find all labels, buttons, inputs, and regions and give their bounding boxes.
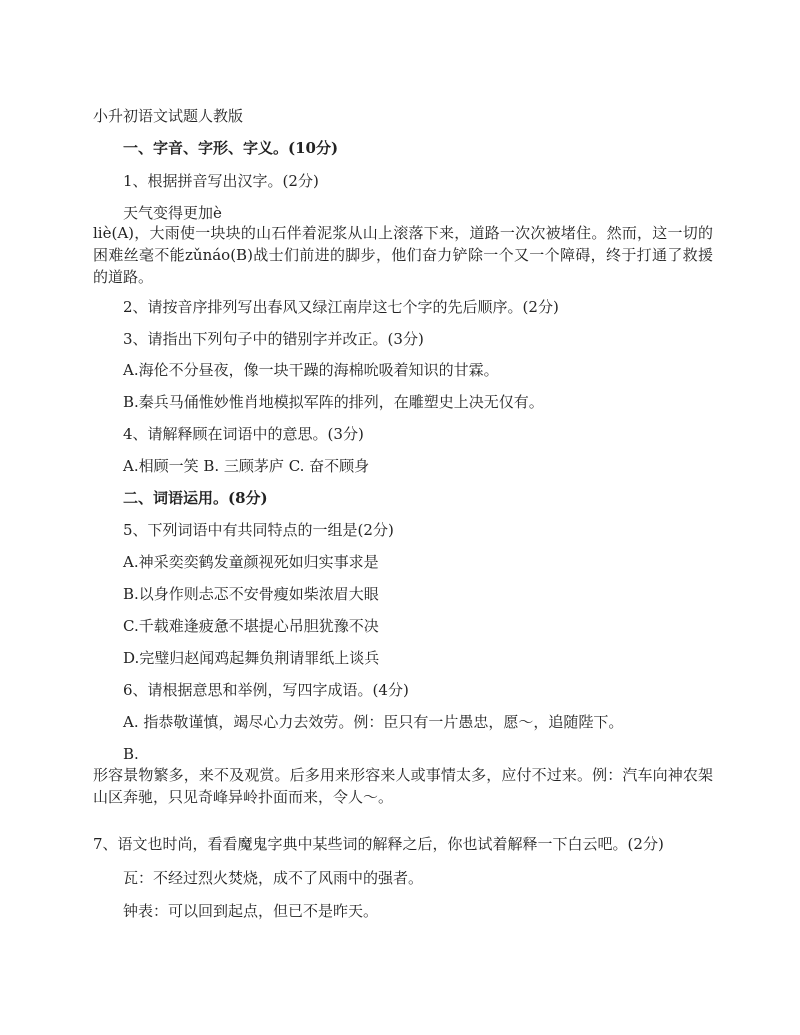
question-6-option-b-label: B. bbox=[123, 745, 139, 763]
section-2-heading: 二、词语运用。(8分) bbox=[123, 489, 268, 507]
question-2-prompt: 2、请按音序排列写出春风又绿江南岸这七个字的先后顺序。(2分) bbox=[123, 298, 559, 316]
question-7-example-1: 瓦：不经过烈火焚烧，成不了风雨中的强者。 bbox=[123, 869, 424, 887]
question-6-prompt: 6、请根据意思和举例，写四字成语。(4分) bbox=[123, 681, 409, 699]
question-5-option-c: C.千载难逢疲惫不堪提心吊胆犹豫不决 bbox=[123, 617, 379, 635]
question-3-prompt: 3、请指出下列句子中的错别字并改正。(3分) bbox=[123, 330, 424, 348]
question-6-option-b-body: 形容景物繁多，来不及观赏。后多用来形容来人或事情太多，应付不过来。例：汽车向神农架山区奔驰，只见奇峰异岭扑面而来，令人～。 bbox=[93, 766, 713, 806]
question-3-option-b: B.秦兵马俑惟妙惟肖地模拟军阵的排列，在雕塑史上决无仅有。 bbox=[123, 393, 544, 411]
question-5-option-d: D.完璧归赵闻鸡起舞负荆请罪纸上谈兵 bbox=[123, 649, 380, 667]
question-1-prompt: 1、根据拼音写出汉字。(2分) bbox=[123, 172, 319, 190]
question-3-option-a: A.海伦不分昼夜，像一块干躁的海棉吮吸着知识的甘霖。 bbox=[123, 361, 499, 379]
question-5-option-a: A.神采奕奕鹤发童颜视死如归实事求是 bbox=[123, 553, 379, 571]
question-7-prompt: 7、语文也时尚，看看魔鬼字典中某些词的解释之后，你也试着解释一下白云吧。(2分) bbox=[93, 835, 664, 853]
question-5-option-b: B.以身作则忐忑不安骨瘦如柴浓眉大眼 bbox=[123, 585, 379, 603]
question-1-lead: 天气变得更加è bbox=[123, 204, 222, 222]
question-4-prompt: 4、请解释顾在词语中的意思。(3分) bbox=[123, 425, 364, 443]
question-1-body: liè(A)，大雨使一块块的山石伴着泥浆从山上滚落下来，道路一次次被堵住。然而，这一切的困难丝毫不能zǔnáo(B)战士们前进的脚步，他们奋力铲除一个又一个障碍，终于打通了救援的道路。 bbox=[93, 224, 713, 286]
question-5-prompt: 5、下列词语中有共同特点的一组是(2分) bbox=[123, 521, 394, 539]
question-6-option-a: A. 指恭敬谨慎，竭尽心力去效劳。例：臣只有一片愚忠，愿～，追随陛下。 bbox=[123, 713, 624, 731]
document-title: 小升初语文试题人教版 bbox=[93, 107, 244, 125]
question-7-example-2: 钟表：可以回到起点，但已不是昨天。 bbox=[123, 902, 379, 920]
section-1-heading: 一、字音、字形、字义。(10分) bbox=[123, 139, 339, 157]
question-4-options: A.相顾一笑 B. 三顾茅庐 C. 奋不顾身 bbox=[123, 457, 370, 475]
